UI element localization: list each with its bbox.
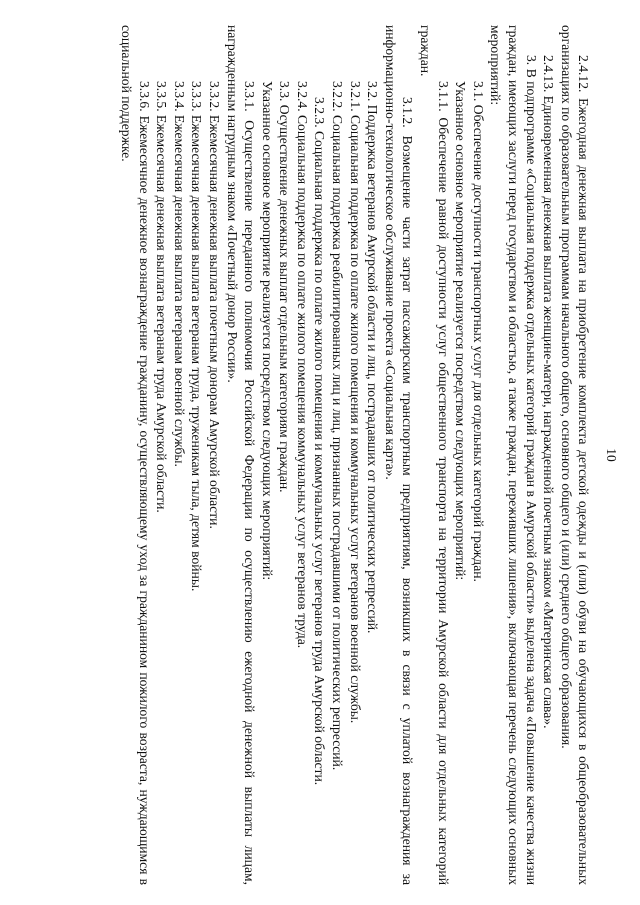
paragraph: 3.3. Осуществление денежных выплат отдельным категориям граждан. — [277, 81, 293, 493]
paragraph: Указанное основное мероприятие реализуется посредством следующих мероприятий: — [453, 81, 469, 581]
paragraph: 3.2. Поддержка ветеранов Амурской области и лиц, пострадавших от политических репрессий. — [365, 81, 381, 634]
paragraph: 3.2.4. Социальная поддержка по оплате жилого помещения коммунальных услуг ветеранов труда. — [294, 81, 310, 649]
paragraph: 3.1.1. Обеспечение равной доступности услуг общественного транспорта на территории Амурской области для отдельных категорий граждан. — [418, 25, 451, 885]
paragraph: 2.4.13. Единовременная денежная выплата женщине-матери, награжденной почетным знаком «Материнская слава». — [541, 55, 557, 729]
document-body — [117, 25, 592, 885]
paragraph: 3.2.1. Социальная поддержка по оплате жилого помещения и коммунальных услуг ветеранов военной службы. — [347, 81, 363, 724]
paragraph: 3.3.5. Ежемесячная денежная выплата ветеранам труда Амурской области. — [154, 81, 170, 513]
page-number: 10 — [604, 448, 619, 462]
rotated-text-block — [60, 25, 620, 885]
paragraph: 3.3.2. Ежемесячная денежная выплата почетным донорам Амурской области. — [206, 81, 222, 529]
paragraph: 2.4.12. Ежегодная денежная выплата на приобретение комплекта детской одежды и (или) обуви на обучающихся в общеобразовательных организациях по образовательным программам начального общего, основного общего и (или) среднего общего образования. — [558, 25, 592, 885]
paragraph: 3.2.3. Социальная поддержка по оплате жилого помещения и коммунальных услуг ветеранов труда Амурской области. — [312, 97, 328, 786]
paragraph: 3.3.6. Ежемесячное денежное вознаграждение гражданину, осуществляющему уход за гражданином пожилого возраста, нуждающимся в социальной поддержке. — [118, 25, 152, 885]
paragraph: 3.3.4. Ежемесячная денежная выплата ветеранам военной службы. — [171, 81, 187, 467]
paragraph: 3.2.2. Социальная поддержка реабилитированных лиц и лиц, признанных пострадавшими от политических репрессий. — [330, 81, 346, 771]
paragraph: 3.3.3. Ежемесячная денежная выплата ветеранам труда, труженикам тыла, детям войны. — [189, 81, 205, 592]
paragraph: 3.1.2. Возмещение части затрат пассажирским транспортным предприятиям, возникших в связи с уплатой вознаграждения за информационно-технологическое обслуживание проекта «Социальная карта». — [382, 25, 416, 885]
paragraph: 3.3.1. Осуществление переданного полномочия Российской Федерации по осуществлению ежегодной денежной выплаты лицам, награжденным нагрудным знаком «Почетный донор России». — [224, 25, 258, 885]
paragraph: 3. В подпрограмме «Социальная поддержка отдельных категорий граждан в Амурской области» выделена задача «Повышение качества жизни граждан, имеющих заслуги перед государством и областью, а также граждан, переживших лишения», включающая перечень следующих основных мероприятий: — [488, 25, 539, 885]
paragraph: 3.1. Обеспечение доступности транспортных услуг для отдельных категорий граждан. — [470, 81, 486, 582]
paragraph: Указанное основное мероприятие реализуется посредством следующих мероприятий: — [259, 81, 275, 581]
